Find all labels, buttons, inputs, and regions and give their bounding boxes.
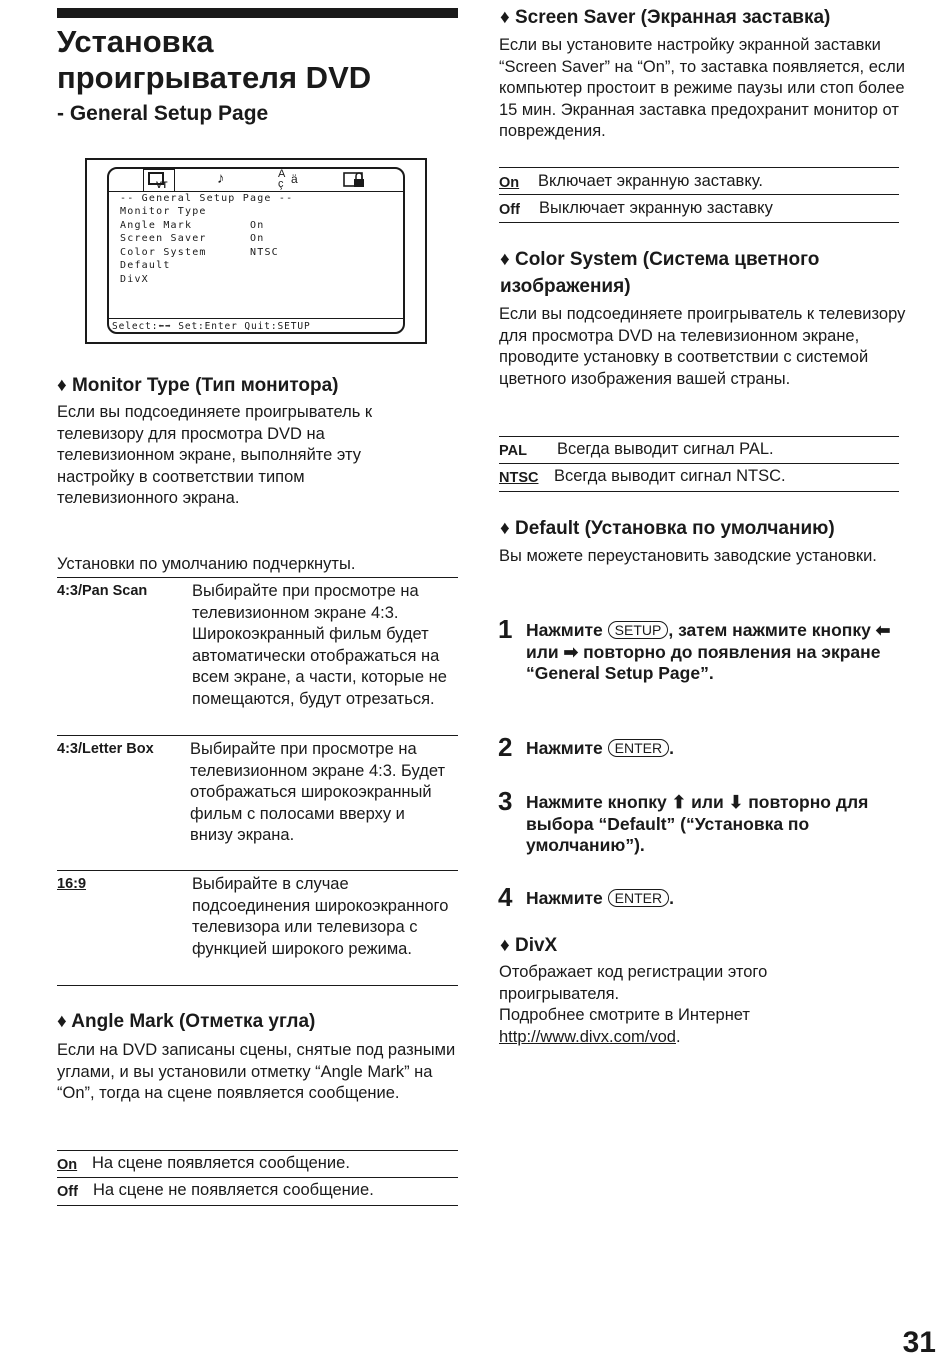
language-icon: A ç bbox=[278, 168, 286, 190]
step-number: 4 bbox=[498, 882, 513, 912]
rule bbox=[499, 436, 899, 437]
left-arrow-icon: ⬅ bbox=[875, 620, 891, 640]
saver-on-key: On bbox=[499, 175, 520, 191]
diamond-icon: ♦ bbox=[500, 249, 515, 270]
section-divx-heading: ♦ DivX bbox=[500, 935, 558, 956]
step-number: 1 bbox=[498, 614, 513, 644]
step-number: 3 bbox=[498, 786, 513, 816]
section-monitor-type-heading: ♦ Monitor Type (Тип монитора) bbox=[57, 375, 339, 396]
section-default-heading: ♦ Default (Установка по умолчанию) bbox=[500, 518, 835, 539]
color-system-text: Если вы подсоединяете проигрыватель к телевизору для просмотра DVD на телевизионном экране, проводите установку в соответствии с системой цветного изображения вашей страны. bbox=[499, 305, 906, 388]
option-key-default: 16:9 bbox=[57, 876, 87, 892]
section-angle-mark-heading: ♦ Angle Mark (Отметка угла) bbox=[57, 1011, 316, 1032]
osd-footer: Select:⬅➡ Set:Enter Quit:SETUP bbox=[112, 321, 311, 332]
ntsc-text: Всегда выводит сигнал NTSC. bbox=[554, 467, 786, 485]
diamond-icon: ♦ bbox=[500, 7, 515, 28]
page-subtitle: - General Setup Page bbox=[57, 102, 269, 125]
angle-off-text: На сцене не появляется сообщение. bbox=[93, 1181, 374, 1199]
angle-mark-text: Если на DVD записаны сцены, снятые под разными углами, и вы установили отметку “Angle Mark” на “On”, тогда на сцене появляется сообщение. bbox=[57, 1041, 456, 1103]
down-arrow-icon: ⬇ bbox=[728, 792, 744, 812]
pal-key: PAL bbox=[499, 443, 527, 459]
divx-text-1: Отображает код регистрации этого проигрывателя. bbox=[499, 963, 768, 1003]
pal-text: Всегда выводит сигнал PAL. bbox=[557, 440, 774, 458]
language-icon-2: ä bbox=[291, 172, 298, 186]
diamond-icon: ♦ bbox=[57, 375, 72, 396]
rule bbox=[499, 463, 899, 464]
osd-row: Screen Saver On bbox=[120, 233, 265, 244]
osd-tab-general bbox=[143, 169, 175, 191]
rule bbox=[57, 870, 458, 871]
music-note-icon: ♪ bbox=[217, 170, 225, 187]
osd-row: Angle Mark On bbox=[120, 219, 265, 231]
enter-button-icon: ENTER bbox=[608, 889, 669, 907]
svg-text:VT: VT bbox=[156, 180, 168, 190]
step-4: Нажмите ENTER . bbox=[526, 888, 674, 908]
rule bbox=[499, 491, 899, 492]
step-number: 2 bbox=[498, 732, 513, 762]
osd-row: Default bbox=[120, 260, 171, 271]
osd-row: Color System NTSC bbox=[120, 246, 279, 258]
option-text: Выбирайте при просмотре на телевизионном экране 4:3. Будет отображаться широкоэкранный фильм с полосами вверху и внизу экрана. bbox=[190, 740, 446, 845]
step-2: Нажмите ENTER . bbox=[526, 738, 674, 758]
divx-text-2: Подробнее смотрите в Интернет bbox=[499, 1006, 750, 1025]
diamond-icon: ♦ bbox=[57, 1011, 72, 1032]
title-line-2: проигрывателя DVD bbox=[57, 60, 372, 95]
diamond-icon: ♦ bbox=[500, 518, 515, 539]
angle-off-key: Off bbox=[57, 1184, 78, 1200]
ntsc-key: NTSC bbox=[499, 470, 539, 486]
rule bbox=[57, 1177, 458, 1178]
page-title bbox=[57, 24, 457, 96]
saver-off-key: Off bbox=[499, 202, 520, 218]
osd-rows bbox=[120, 205, 279, 286]
option-text: Выбирайте при просмотре на телевизионном экране 4:3. Широкоэкранный фильм будет автоматически отображаться на всем экране, а части, которые не помещаются, будут отрезаться. bbox=[192, 582, 447, 708]
monitor-icon bbox=[144, 170, 174, 190]
rule bbox=[57, 577, 458, 578]
heading-line-2: изображения) bbox=[500, 276, 631, 297]
right-arrow-icon: ➡ bbox=[563, 641, 579, 662]
option-key: 4:3/Letter Box bbox=[57, 741, 154, 757]
left-right-arrows-icon: ⬅➡ bbox=[158, 321, 179, 332]
rule bbox=[57, 1205, 458, 1206]
step-3: Нажмите кнопку ⬆ или ⬇ повторно для выбора “Default” (“Установка по умолчанию”). bbox=[526, 792, 869, 856]
rule bbox=[57, 1150, 458, 1151]
section-screen-saver-heading: ♦ Screen Saver (Экранная заставка) bbox=[500, 7, 831, 28]
setup-button-icon: SETUP bbox=[608, 621, 669, 639]
option-text: Выбирайте в случае подсоединения широкоэкранного телевизора или телевизора с функцией широкого режима. bbox=[192, 875, 449, 958]
rule bbox=[499, 222, 899, 223]
osd-tab-bar bbox=[109, 169, 403, 192]
title-bar bbox=[57, 8, 458, 18]
divx-link[interactable]: http://www.divx.com/vod bbox=[499, 1027, 676, 1046]
osd-row: DivX bbox=[120, 273, 149, 285]
rule bbox=[499, 167, 899, 168]
saver-off-text: Выключает экранную заставку bbox=[539, 199, 773, 217]
step-1: Нажмите SETUP , затем нажмите кнопку ⬅ или ➡ повторно до появления на экране “General Setup Page”. bbox=[526, 620, 891, 684]
lock-icon bbox=[343, 171, 367, 194]
monitor-type-text: Если вы подсоединяете проигрыватель к телевизору для просмотра DVD на телевизионном экране, выполняйте эту настройку в соответствии типом телевизионного экрана. bbox=[57, 403, 373, 508]
default-text: Вы можете переустановить заводские установки. bbox=[499, 547, 877, 565]
title-line-1: Установка bbox=[57, 24, 214, 59]
enter-button-icon: ENTER bbox=[608, 739, 669, 757]
divx-text: Отображает код регистрации этого проигрывателя. Подробнее смотрите в Интернет http://www.divx.com/vod. bbox=[499, 962, 819, 1048]
defaults-note: Установки по умолчанию подчеркнуты. bbox=[57, 555, 356, 573]
osd-header: -- General Setup Page -- bbox=[120, 193, 294, 204]
section-color-system-heading: ♦ Color System (Система цветного изображения) bbox=[500, 246, 920, 300]
diamond-icon: ♦ bbox=[500, 935, 515, 956]
angle-on-key: On bbox=[57, 1157, 78, 1173]
angle-on-text: На сцене появляется сообщение. bbox=[92, 1154, 350, 1172]
up-arrow-icon: ⬆ bbox=[671, 792, 687, 812]
screen-saver-text: Если вы установите настройку экранной заставки “Screen Saver” на “On”, то заставка появляется, если компьютер простоит в режиме паузы или стоп более 15 мин. Экранная заставка предохранит монитор от повреждения. bbox=[499, 36, 905, 141]
rule bbox=[57, 735, 458, 736]
osd-row: Monitor Type bbox=[120, 206, 207, 217]
rule bbox=[57, 985, 458, 986]
option-key: 4:3/Pan Scan bbox=[57, 583, 148, 599]
osd-footer-rule bbox=[109, 318, 403, 319]
saver-on-text: Включает экранную заставку. bbox=[538, 172, 763, 190]
rule bbox=[499, 194, 899, 195]
page-number: 31 bbox=[902, 1326, 936, 1359]
